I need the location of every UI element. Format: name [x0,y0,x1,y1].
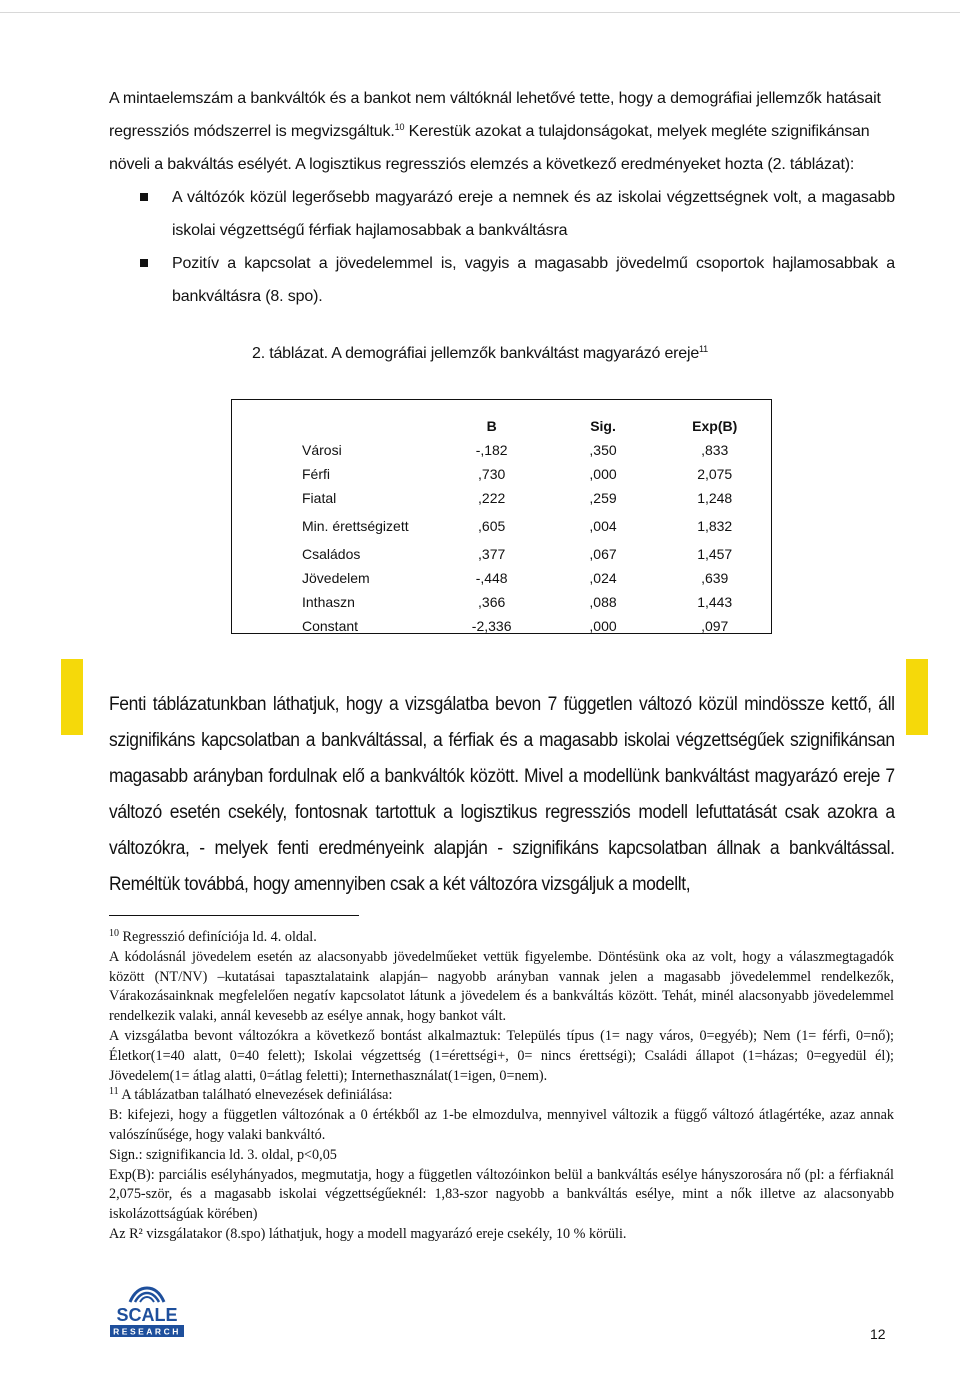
row-label: Családos [302,546,361,562]
cell-b: ,366 [478,594,506,610]
cell-b: ,377 [478,546,506,562]
page-number: 12 [870,1326,886,1342]
table-row [302,462,771,486]
table-header-row [302,414,771,438]
cell-b: ,730 [478,466,506,482]
footnote-10-para: A vizsgálatba bevont változókra a következő bontást alkalmaztuk: Település típus (1= nagy város, 0=egyéb); Nem (1= férfi, 0=nő); Életkor(1=40 alatt, 0=40 felett); Iskolai végzettség (1=érettségi+, 0= nincs érettségi); Családi állapot (1=házas; 0=egyedül él); Jövedelem(1= átlag alatti, 0=átlag feletti); Internethasználat(1=igen, 0=nem). [109,1027,894,1084]
list-item [109,247,895,313]
footnote-text: Regresszió definíciója ld. 4. oldal. [119,929,317,945]
scale-research-logo [108,1284,186,1342]
main-paragraph: Fenti táblázatunkban láthatjuk, hogy a vizsgálatba bevon 7 független változó közül mindössze kettő, áll szignifikáns kapcsolatban a bankváltással, a férfiak és a magasabb iskolai végzettségűek szignifikánsan magasabb arányban fordulnak elő a bankváltók között. Mivel a modellünk bankváltást magyarázó ereje 7 változó esetén csekély, fontosnak tartottuk a logisztikus regressziós modell lefuttatását csak azokra a változókra, - melyek fenti eredményeink alapján - szignifikáns kapcsolatban állnak a bankváltással. Reméltük továbbá, hogy amennyiben csak a két változóra vizsgáljuk a modellt, [109,694,895,895]
square-bullet-icon [140,259,148,267]
footnote-11-para: Exp(B): parciális esélyhányados, megmutatja, hogy a független változóinkon belül a bankváltás esélye hányszorosára nő (pl: a férfiaknál 2,075-ször, és a magasabb iskolai végzettségűeknél: 1,83-szor nagyobb a bankváltás esélye, mint a nők illetve az alacsonyabb iskolázottságúak körében) [109,1166,894,1223]
footnote-ref-11: 11 [699,344,708,354]
footnote-10-para: A kódolásnál jövedelem esetén az alacsonyabb jövedelműeket vettük figyelembe. Döntésünk oka az volt, hogy a válaszmegtagadók között (NT/NV) –kutatásai tapasztalataink alapján– nagyobb arányban vannak jelen a magasabb jövedelemmel rendelkezők, Várakozásainknak megfelelően negatív kapcsolatot látunk a jövedelem és a bankváltás között. Tehát, minél alacsonyabb jövedelemmel rendelkezik valaki, annál kevesebb az esélye annak, hogy bankot vált. [109,948,894,1025]
header-b: B [486,418,497,434]
table-caption-text: 2. táblázat. A demográfiai jellemzők bankváltást magyarázó ereje [252,345,700,362]
table-row [302,510,771,538]
table-row [302,566,771,590]
cell-sig: ,024 [589,570,617,586]
row-label: Városi [302,442,342,458]
cell-sig: ,000 [589,618,617,634]
table-row [302,538,771,566]
intro-part1: A mintaelemszám a bankváltók és a bankot nem váltóknál lehetővé tette, hogy a demográfiai jellemzők hatásait regressziós módszerrel is megvizsgáltuk. [109,90,881,140]
cell-expb: ,833 [701,442,729,458]
row-label: Férfi [302,466,330,482]
cell-sig: ,259 [589,490,617,506]
footnote-number: 11 [109,1086,119,1098]
cell-b: ,222 [478,490,506,506]
bullet-text: Pozitív a kapcsolat a jövedelemmel is, vagyis a magasabb jövedelmű csoportok hajlamosabbak a bankváltásra (8. spo). [172,255,895,305]
footnote-11-para: Sign.: szignifikancia ld. 3. oldal, p<0,05 [109,1146,337,1163]
highlight-bar-left [61,659,83,735]
cell-sig: ,067 [589,546,617,562]
row-label: Jövedelem [302,570,370,586]
intro-part2: Kerestük azokat a tulajdonságokat, melyek megléte szignifikánsan növeli a bakváltás esélyét. A logisztikus regressziós elemzés a következő eredményeket hozta (2. táblázat): [109,123,870,173]
header-expb: Exp(B) [692,418,738,434]
list-item [109,181,895,247]
cell-sig: ,350 [589,442,617,458]
header-sig: Sig. [590,418,616,434]
bullet-text: A váltózók közül legerősebb magyarázó ereje a nemnek és az iskolai végzettségnek volt, a magasabb iskolai végzettségű férfiak hajlamosabbak a bankváltásra [172,189,895,239]
logo-word-research: RESEARCH [113,1326,181,1337]
logo-mark [130,1288,164,1302]
findings-list [109,181,895,313]
logo-word-scale: SCALE [116,1305,178,1325]
footnote-text: A táblázatban található elnevezések definiálása: [118,1087,393,1104]
cell-b: -,182 [475,442,508,458]
cell-expb: 1,248 [697,490,733,506]
cell-b: ,605 [478,518,506,534]
row-label: Min. érettségizett [302,518,409,534]
cell-expb: 1,832 [697,518,733,534]
table-caption [0,345,960,363]
square-bullet-icon [140,193,148,201]
highlight-bar-right [906,659,928,735]
cell-expb: 2,075 [697,466,733,482]
table-row [302,438,771,462]
footnote-ref-10: 10 [394,122,405,132]
cell-expb: 1,457 [697,546,733,562]
row-label: Fiatal [302,490,337,506]
footnotes [109,928,894,1245]
cell-b: -2,336 [471,618,512,634]
cell-b: -,448 [475,570,508,586]
row-label: Constant [302,618,359,634]
cell-expb: 1,443 [697,594,733,610]
footnote-10 [109,928,894,948]
row-label: Inthaszn [302,594,355,610]
footnote-number: 10 [109,928,119,939]
page-top-border [0,12,960,13]
footnote-separator [109,915,359,916]
cell-sig: ,000 [589,466,617,482]
cell-expb: ,639 [701,570,729,586]
footnote-11-para: Az R² vizsgálatakor (8.spo) láthatjuk, hogy a modell magyarázó ereje csekély, 10 % körüli. [109,1225,627,1242]
table-row [302,590,771,614]
table-row [302,614,771,638]
footnote-11 [109,1086,894,1106]
cell-sig: ,004 [589,518,617,534]
regression-table-grid [302,414,771,638]
header-variable [302,414,436,438]
regression-table [231,399,772,634]
intro-paragraph [109,82,895,181]
cell-expb: ,097 [701,618,729,634]
table-row [302,486,771,510]
footnote-11-para: B: kifejezi, hogy a független változónak a 0 értékből az 1-be elmozdulva, mennyivel változik a függő változó átlagértéke, azaz annak valószínűsége, hogy valaki bankváltó. [109,1107,894,1143]
cell-sig: ,088 [589,594,617,610]
